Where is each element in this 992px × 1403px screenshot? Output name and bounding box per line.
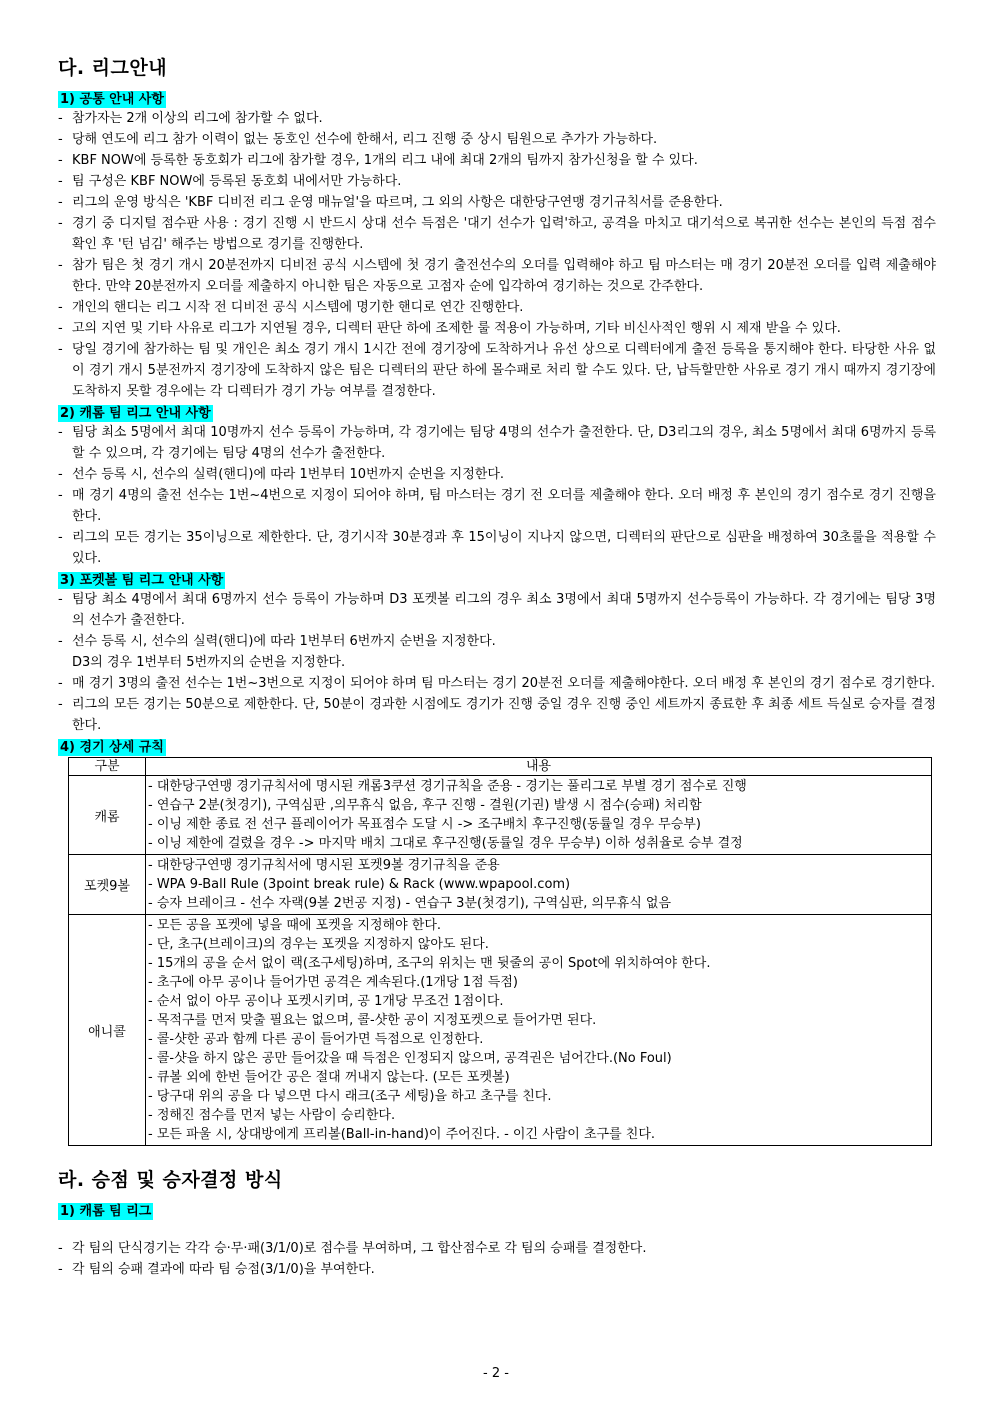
list-item: - 각 팀의 승패 결과에 따라 팀 승점(3/1/0)을 부여한다.: [58, 1262, 375, 1277]
row-category: 애니콜: [69, 915, 146, 1146]
table-header-row: [69, 758, 932, 776]
rule-line: - 이닝 제한 종료 전 선구 플레이어가 목표점수 도달 시 -> 조구배치 후구진행(동률일 경우 무승부): [148, 817, 701, 832]
list-item: - 리그의 운영 방식은 'KBF 디비전 리그 운영 매뉴얼'을 따르며, 그 외의 사항은 대한당구연맹 경기규칙서를 준용한다.: [58, 195, 723, 210]
rule-line: - 대한당구연맹 경기규칙서에 명시된 캐롬3쿠션 경기규칙을 준용 - 경기는 풀리그로 부별 경기 점수로 진행: [148, 779, 747, 794]
rule-line: - 콜-샷한 공과 함께 다른 공이 들어가면 득점으로 인정한다.: [148, 1032, 484, 1047]
rule-line: - 모든 공을 포켓에 넣을 때에 포켓을 지정해야 한다.: [148, 918, 442, 933]
row-category: 캐롬: [69, 776, 146, 855]
rule-line: - 정해진 점수를 먼저 넣는 사람이 승리한다.: [148, 1108, 396, 1123]
rule-line: - 초구에 아무 공이나 들어가면 공격은 계속된다.(1개당 1점 득점): [148, 975, 518, 990]
list-item: - 고의 지연 및 기타 사유로 리그가 지연될 경우, 디렉터 판단 하에 조제한 룰 적용이 가능하며, 기타 비신사적인 행위 시 제재 받을 수 있다.: [58, 321, 841, 336]
document-page: [58, 56, 936, 1280]
rule-line: - 단, 초구(브레이크)의 경우는 포켓을 지정하지 않아도 된다.: [148, 937, 489, 952]
list-item: - 당해 연도에 리그 참가 이력이 없는 동호인 선수에 한해서, 리그 진행 중 상시 팀원으로 추가가 가능하다.: [58, 132, 658, 147]
list-item: - 리그의 모든 경기는 35이닝으로 제한한다. 단, 경기시작 30분경과 후 15이닝이 지나지 않으면, 디렉터의 판단으로 심판을 배정하여 30초룰을 적용할 수 있다.: [58, 530, 936, 566]
rule-line: - 모든 파울 시, 상대방에게 프리볼(Ball-in-hand)이 주어진다. - 이긴 사람이 초구를 친다.: [148, 1127, 656, 1142]
list-item: - 당일 경기에 참가하는 팀 및 개인은 최소 경기 개시 1시간 전에 경기장에 도착하거나 유선 상으로 디렉터에게 출전 등록을 통지해야 한다. 타당한 사유 없이 경기 개시 5분전까지 경기장에 도착하지 않은 팀은 디렉터의 판단 하에 몰수패로 처리 할 수도 있다. 단, 납득할만한 사유로 경기 개시 때까지 경기장에 도착하지 못할 경우에는 각 디렉터가 경기 가능 여부를 결정한다.: [58, 342, 936, 399]
rule-line: - 순서 없이 아무 공이나 포켓시키며, 공 1개당 무조건 1점이다.: [148, 994, 504, 1009]
pocketball-rules-list: [58, 589, 936, 736]
table-row: [69, 855, 932, 915]
rule-line: - 목적구를 먼저 맞출 필요는 없으며, 콜-샷한 공이 지정포켓으로 들어가면 된다.: [148, 1013, 597, 1028]
row-content: [146, 855, 932, 915]
list-item-continuation: D3의 경우 1번부터 5번까지의 순번을 지정한다.: [72, 655, 346, 670]
rule-line: - 콜-샷을 하지 않은 공만 들어갔을 때 득점은 인정되지 않으며, 공격권은 넘어간다.(No Foul): [148, 1051, 672, 1066]
list-item: - 참가 팀은 첫 경기 개시 20분전까지 디비전 공식 시스템에 첫 경기 출전선수의 오더를 입력해야 하고 팀 마스터는 매 경기 20분전 오더를 입력 제출해야 한다. 만약 20분전까지 오더를 제출하지 아니한 팀은 자동으로 고점자 순에 입각하여 경기하는 것으로 간주한다.: [58, 258, 936, 294]
page-number: - 2 -: [483, 1366, 509, 1381]
section-title-league-info: 다. 리그안내: [58, 57, 168, 79]
table-row: [69, 915, 932, 1146]
rule-line: - 이닝 제한에 걸렸을 경우 -> 마지막 배치 그대로 후구진행(동률일 경우 무승부) 이하 성취율로 승부 결정: [148, 836, 743, 851]
list-item: - 각 팀의 단식경기는 각각 승·무·패(3/1/0)로 점수를 부여하며, 그 합산점수로 각 팀의 승패를 결정한다.: [58, 1241, 647, 1256]
points-rules-list: [58, 1238, 936, 1280]
detailed-rules-table: [68, 757, 932, 1146]
table-row: [69, 776, 932, 855]
list-item: - 참가자는 2개 이상의 리그에 참가할 수 없다.: [58, 111, 323, 126]
rule-line: - WPA 9-Ball Rule (3point break rule) & Rack (www.wpapool.com): [148, 877, 571, 892]
list-item: - 개인의 핸디는 리그 시작 전 디비전 공식 시스템에 명기한 핸디로 연간 진행한다.: [58, 300, 524, 315]
carom-rules-list: [58, 422, 936, 569]
list-item: - 팀당 최소 4명에서 최대 6명까지 선수 등록이 가능하며 D3 포켓볼 리그의 경우 최소 3명에서 최대 5명까지 선수등록이 가능하다. 각 경기에는 팀당 3명의 선수가 출전한다.: [58, 592, 936, 628]
list-item: - 팀당 최소 5명에서 최대 10명까지 선수 등록이 가능하며, 각 경기에는 팀당 4명의 선수가 출전한다. 단, D3리그의 경우, 최소 5명에서 최대 6명까지 등록할 수 있으며, 각 경기에는 팀당 4명의 선수가 출전한다.: [58, 425, 936, 461]
rule-line: - 큐볼 외에 한번 들어간 공은 절대 꺼내지 않는다. (모든 포켓볼): [148, 1070, 510, 1085]
list-item: - 매 경기 4명의 출전 선수는 1번~4번으로 지정이 되어야 하며, 팀 마스터는 경기 전 오더를 제출해야 한다. 오더 배정 후 본인의 경기 점수로 경기 진행을 한다.: [58, 488, 936, 524]
subsection-title-detailed-rules: 4) 경기 상세 규칙: [60, 740, 164, 755]
row-content: [146, 915, 932, 1146]
list-item: - 선수 등록 시, 선수의 실력(핸디)에 따라 1번부터 6번까지 순번을 지정한다.: [58, 634, 496, 649]
list-item: - 리그의 모든 경기는 50분으로 제한한다. 단, 50분이 경과한 시점에도 경기가 진행 중일 경우 진행 중인 세트까지 종료한 후 최종 세트 득실로 승자를 결정한다.: [58, 697, 936, 733]
list-item: - 매 경기 3명의 출전 선수는 1번~3번으로 지정이 되어야 하며 팀 마스터는 경기 20분전 오더를 제출해야한다. 오더 배정 후 본인의 경기 점수로 경기한다.: [58, 676, 936, 691]
rule-line: - 대한당구연맹 경기규칙서에 명시된 포켓9볼 경기규칙을 준용: [148, 858, 500, 873]
subsection-title-pocketball: 3) 포켓볼 팀 리그 안내 사항: [60, 573, 224, 588]
rule-line: - 당구대 위의 공을 다 넣으면 다시 래크(조구 세팅)을 하고 초구를 친다.: [148, 1089, 552, 1104]
section-title-points: 라. 승점 및 승자결정 방식: [58, 1169, 283, 1191]
row-content: [146, 776, 932, 855]
subsection-title-carom-team-league: 1) 캐롬 팀 리그: [60, 1204, 152, 1219]
list-item: - 경기 중 디지털 점수판 사용 : 경기 진행 시 반드시 상대 선수 득점은 '대기 선수가 입력'하고, 공격을 마치고 대기석으로 복귀한 선수는 본인의 득점 점수 확인 후 '턴 넘김' 해주는 방법으로 경기를 진행한다.: [58, 216, 936, 252]
subsection-title-common: 1) 공통 안내 사항: [60, 92, 164, 107]
list-item: - 팀 구성은 KBF NOW에 등록된 동호회 내에서만 가능하다.: [58, 174, 402, 189]
subsection-title-carom: 2) 캐롬 팀 리그 안내 사항: [60, 406, 211, 421]
column-header-category: 구분: [69, 758, 146, 776]
list-item: - 선수 등록 시, 선수의 실력(핸디)에 따라 1번부터 10번까지 순번을 지정한다.: [58, 467, 505, 482]
list-item: - KBF NOW에 등록한 동호회가 리그에 참가할 경우, 1개의 리그 내에 최대 2개의 팀까지 참가신청을 할 수 있다.: [58, 153, 698, 168]
column-header-content: 내용: [146, 758, 932, 776]
rule-line: - 승자 브레이크 - 선수 자랙(9볼 2번공 지정) - 연습구 3분(첫경기), 구역심판, 의무휴식 없음: [148, 896, 672, 911]
common-rules-list: [58, 108, 936, 402]
row-category: 포켓9볼: [69, 855, 146, 915]
rule-line: - 15개의 공을 순서 없이 랙(조구세팅)하며, 조구의 위치는 맨 뒷줄의 공이 Spot에 위치하여야 한다.: [148, 956, 711, 971]
rule-line: - 연습구 2분(첫경기), 구역심판 ,의무휴식 없음, 후구 진행 - 결원(기권) 발생 시 점수(승패) 처리함: [148, 798, 702, 813]
